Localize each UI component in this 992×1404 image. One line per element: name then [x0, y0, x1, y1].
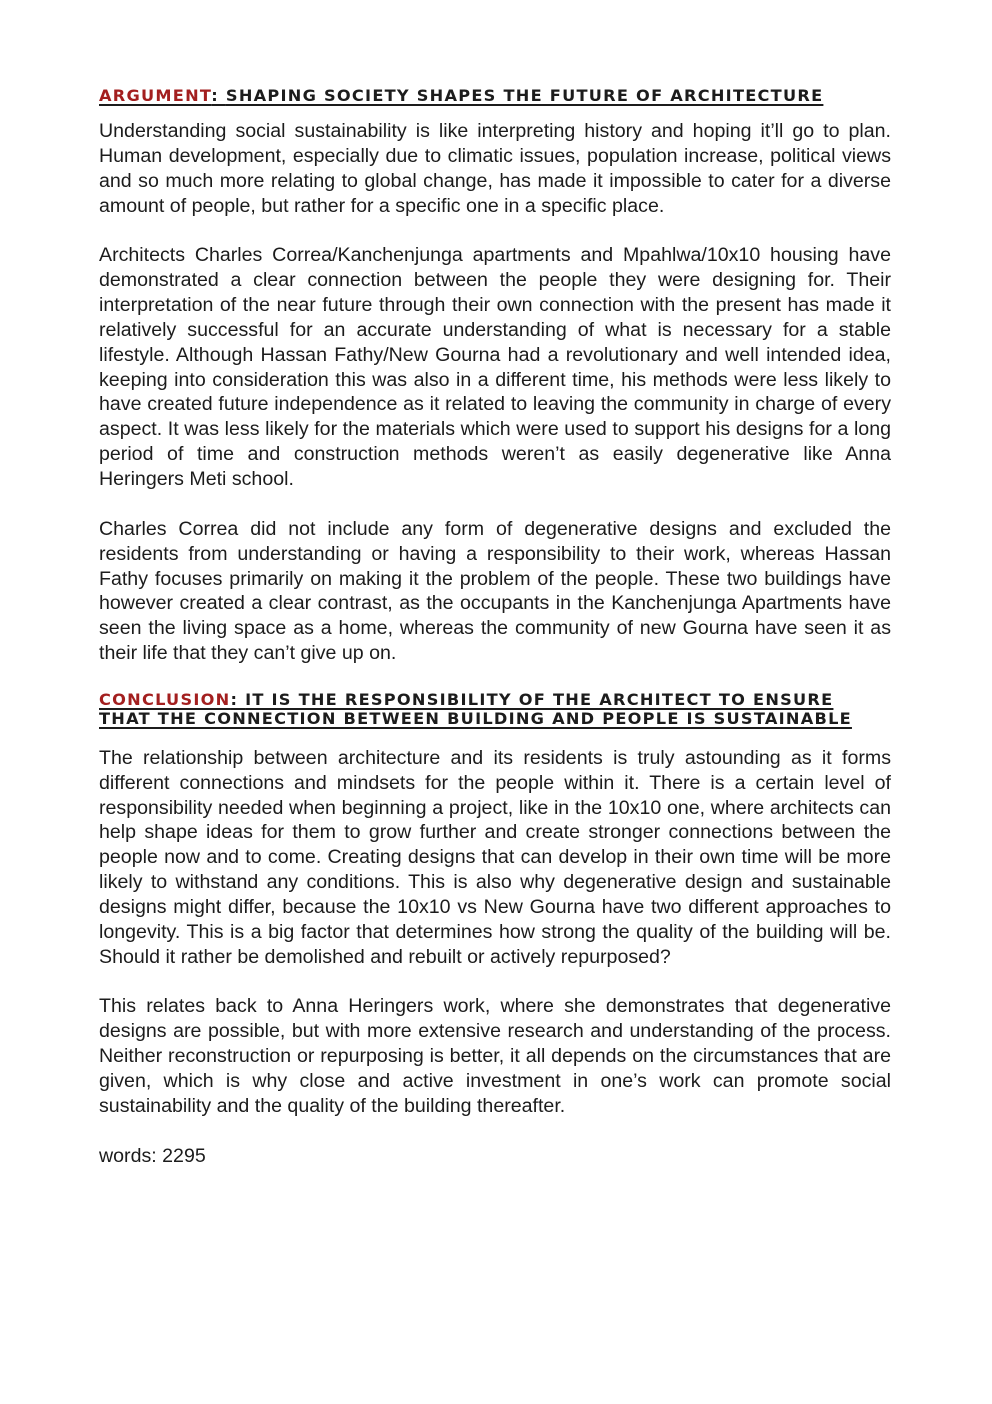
argument-paragraph-1: Understanding social sustainability is like interpreting history and hoping it’ll go to plan. Human development, especially due to climatic issues, population increase, political views and so much more relating to global change, has made it impossible to cater for a diverse amount of people, but rather for a specific one in a specific place. — [99, 120, 891, 217]
conclusion-separator: : — [230, 689, 246, 709]
argument-heading — [99, 86, 891, 106]
conclusion-title-line-2: THAT THE CONNECTION BETWEEN BUILDING AND PEOPLE IS SUSTAINABLE — [99, 708, 852, 728]
argument-paragraph-3: Charles Correa did not include any form of degenerative designs and excluded the residents from understanding or having a responsibility to their work, whereas Hassan Fathy focuses primarily on making it the problem of the people. These two buildings have however created a clear contrast, as the occupants in the Kanchenjunga Apartments have seen the living space as a home, whereas the community of new Gourna have seen it as their life that they can’t give up on. — [99, 517, 891, 665]
argument-label: ARGUMENT — [99, 86, 212, 105]
document-page — [99, 86, 891, 1169]
conclusion-paragraph-1: The relationship between architecture and its residents is truly astounding as it forms different connections and mindsets for the people within it. There is a certain level of responsibility needed when beginning a project, like in the 10x10 one, where architects can help shape ideas for them to grow further and create stronger connections between the people now and to come. Creating designs that can develop in their own time will be more likely to withstand any conditions. This is also why degenerative design and sustainable designs might differ, because the 10x10 vs New Gourna have two different approaches to longevity. This is a big factor that determines how strong the quality of the building will be. Should it rather be demolished and rebuilt or actively repurposed? — [99, 746, 891, 968]
conclusion-title-line-1: IT IS THE RESPONSIBILITY OF THE ARCHITECT TO ENSURE — [245, 689, 834, 709]
argument-title: SHAPING SOCIETY SHAPES THE FUTURE OF ARCHITECTURE — [225, 86, 824, 105]
conclusion-heading-line-1 — [99, 690, 891, 709]
argument-separator: : — [211, 86, 226, 105]
conclusion-label: CONCLUSION — [99, 689, 231, 709]
conclusion-paragraph-2: This relates back to Anna Heringers work, where she demonstrates that degenerative designs are possible, but with more extensive research and understanding of the process. Neither reconstruction or repurposing is better, it all depends on the circumstances that are given, which is why close and active investment in one’s work can promote social sustainability and the quality of the building thereafter. — [99, 995, 891, 1117]
conclusion-heading — [99, 690, 891, 728]
argument-paragraph-2: Architects Charles Correa/Kanchenjunga apartments and Mpahlwa/10x10 housing have demonstrated a clear connection between the people they were designing for. Their interpretation of the near future through their own connection with the present has made it relatively successful for an accurate understanding of what is necessary for a stable lifestyle. Although Hassan Fathy/New Gourna had a revolutionary and well intended idea, keeping into consideration this was also in a different time, his methods were less likely to have created future independence as it related to leaving the community in charge of every aspect. It was less likely for the materials which were used to support his designs for a long period of time and construction methods weren’t as easily degenerative like Anna Heringers Meti school. — [99, 244, 891, 490]
word-count: words: 2295 — [99, 1144, 206, 1167]
